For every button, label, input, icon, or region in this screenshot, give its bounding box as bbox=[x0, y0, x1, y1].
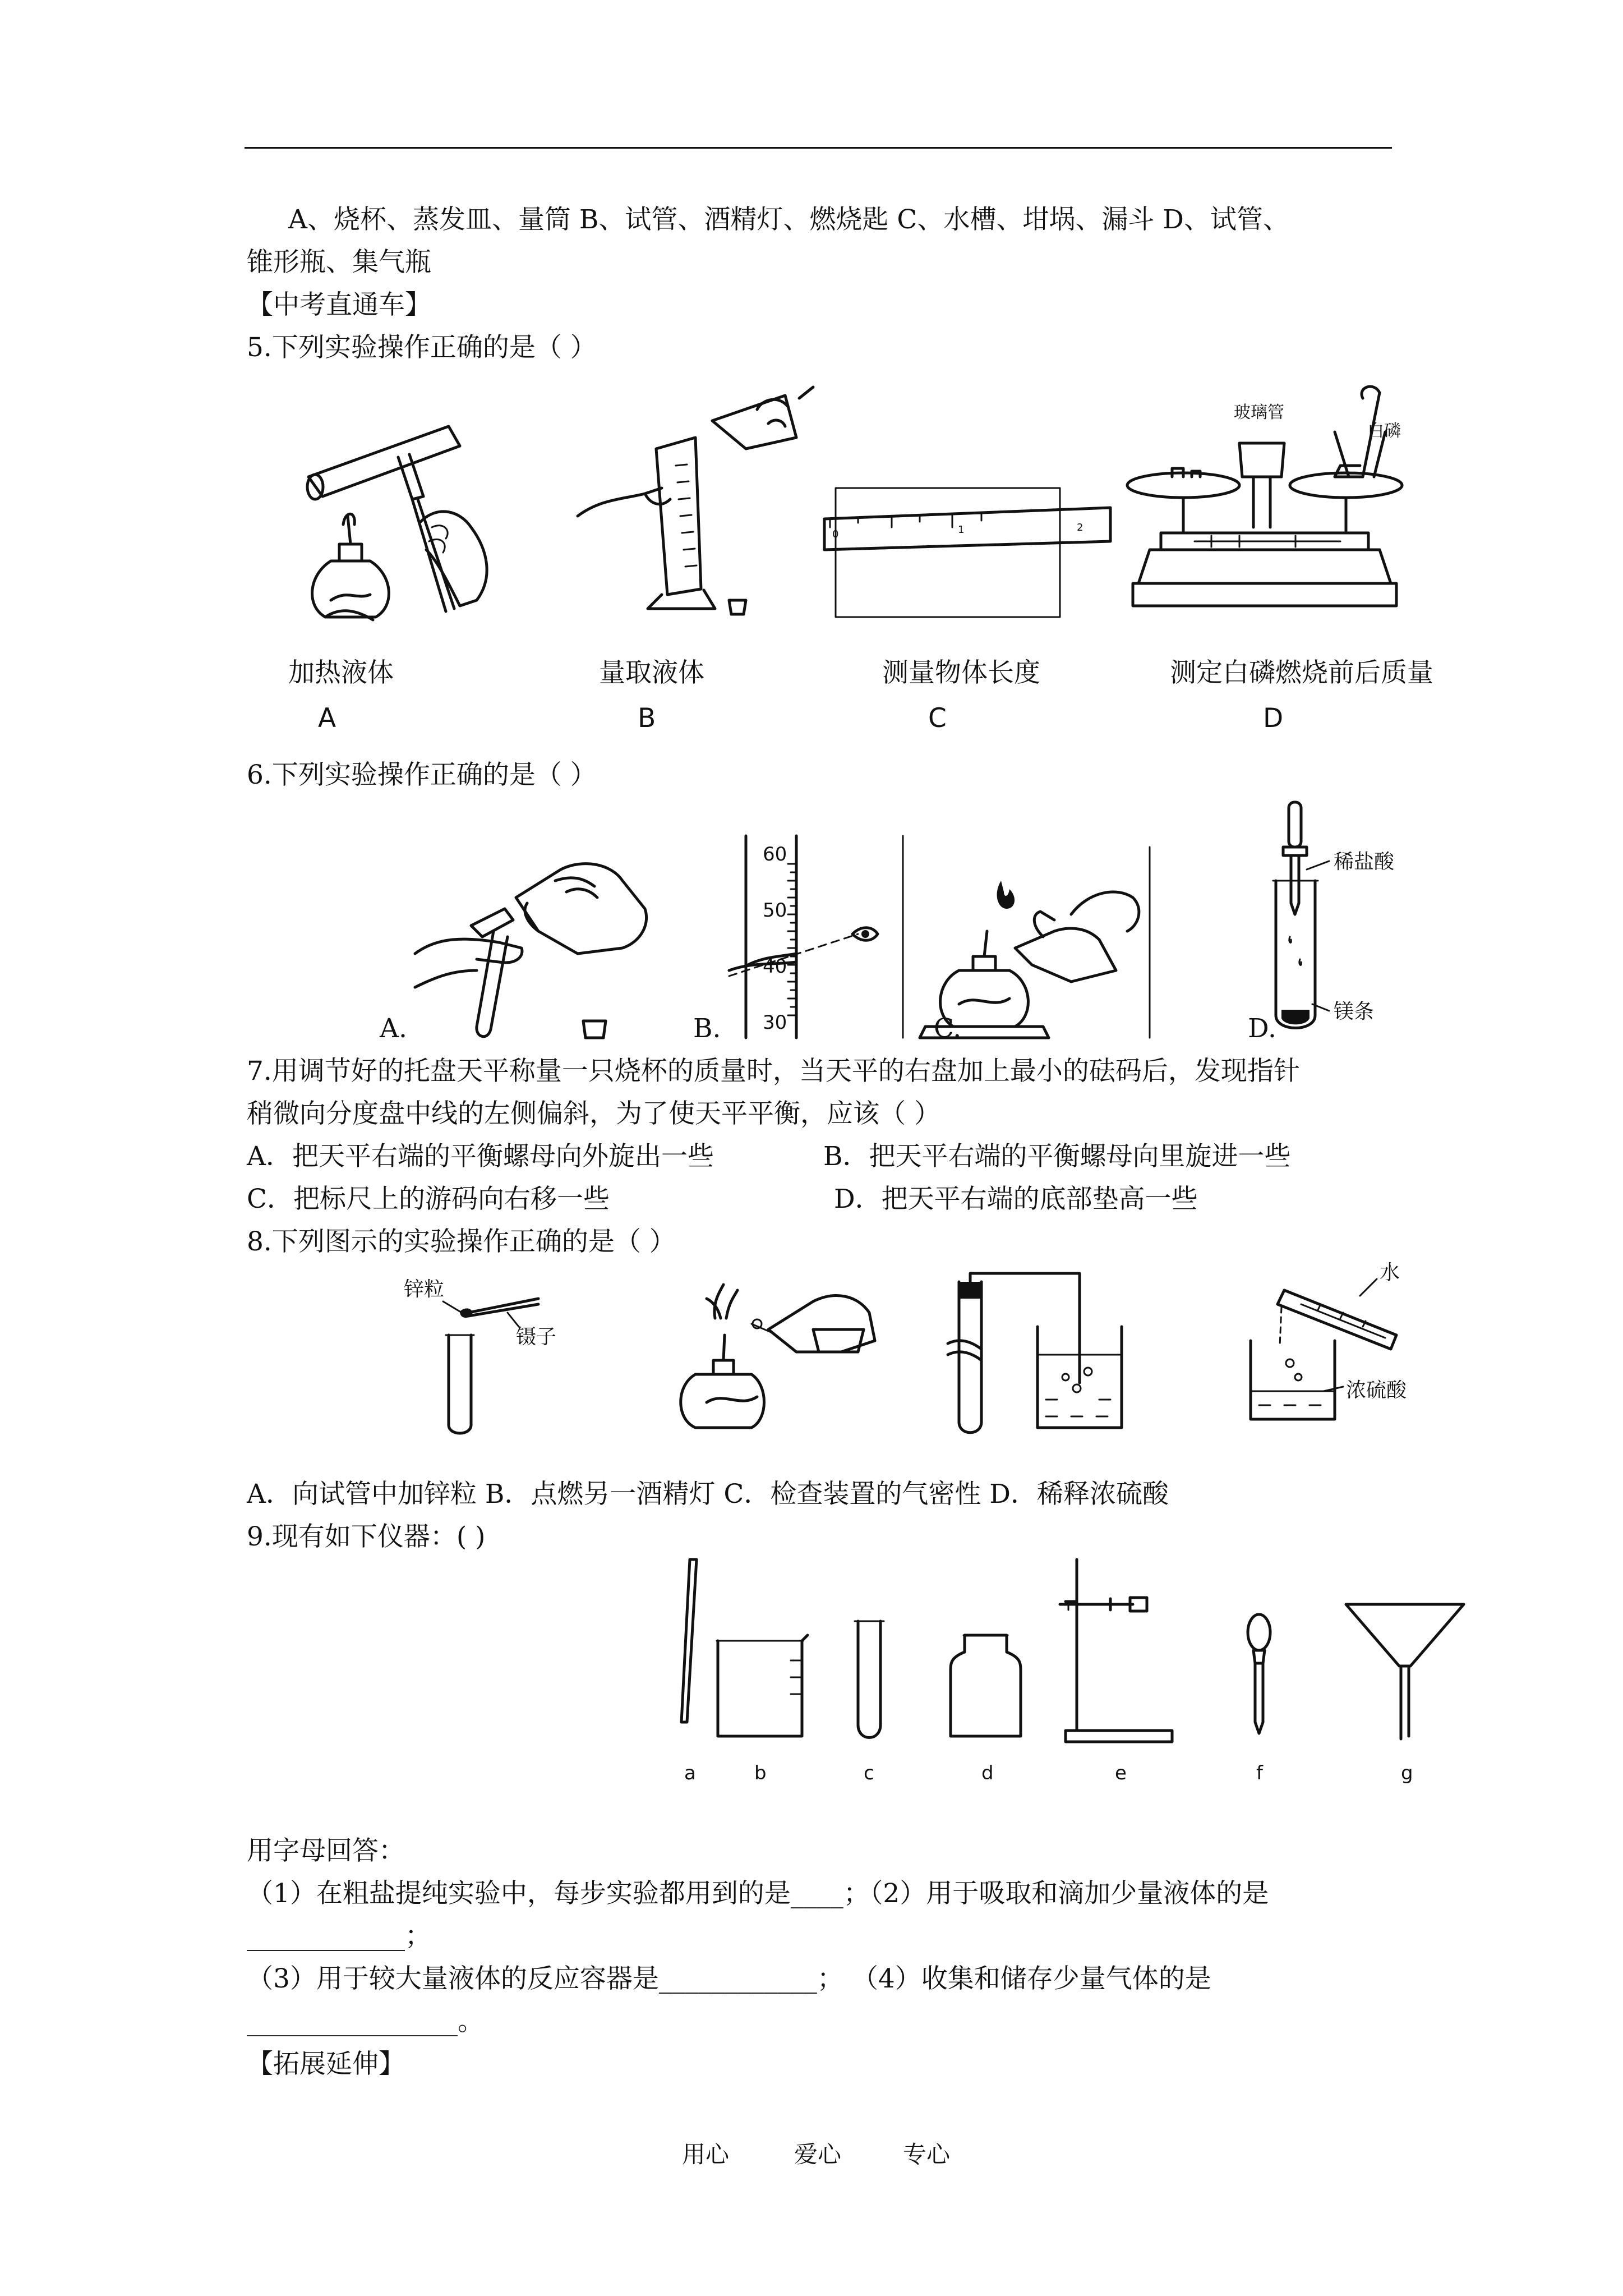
svg-text:1: 1 bbox=[958, 524, 965, 536]
footer-word-1: 用心 bbox=[682, 2141, 730, 2168]
scale-tick-40: 40 bbox=[763, 955, 787, 978]
instrument-letter-g: g bbox=[1401, 1762, 1413, 1784]
label-conc-acid: 浓硫酸 bbox=[1346, 1379, 1407, 1402]
q9-stem: 9.现有如下仪器：( ) bbox=[247, 1521, 486, 1552]
label-water: 水 bbox=[1380, 1261, 1400, 1284]
q8-figure-dilute-acid bbox=[1228, 1257, 1430, 1436]
instrument-f-dropper bbox=[1248, 1614, 1270, 1733]
q5-figure-balance bbox=[1127, 365, 1419, 628]
q5-letter-d: D bbox=[1263, 703, 1284, 734]
q5-letter-b: B bbox=[638, 703, 656, 734]
section-heading-tuozhan: 【拓展延伸】 bbox=[247, 2049, 405, 2079]
q4-options-line2: 锥形瓶、集气瓶 bbox=[247, 247, 431, 278]
label-zinc: 锌粒 bbox=[404, 1278, 445, 1301]
section-heading-zhongkao: 【中考直通车】 bbox=[247, 289, 431, 320]
instrument-b-beaker bbox=[717, 1635, 808, 1736]
instrument-letter-f: f bbox=[1256, 1762, 1263, 1784]
instrument-letter-d: d bbox=[981, 1762, 994, 1784]
q6-letter-b: B. bbox=[693, 1013, 721, 1044]
q6-figure-pouring bbox=[415, 858, 662, 1043]
q5-stem: 5.下列实验操作正确的是（ ） bbox=[247, 332, 597, 363]
q7-option-d: D．把天平右端的底部垫高一些 bbox=[834, 1184, 1198, 1214]
label-dilute-hcl: 稀盐酸 bbox=[1334, 850, 1395, 873]
label-glass-tube: 玻璃管 bbox=[1234, 403, 1284, 422]
instrument-e-iron-stand bbox=[1060, 1559, 1172, 1742]
instrument-g-funnel bbox=[1346, 1604, 1464, 1739]
q5-letter-a: A bbox=[318, 703, 336, 734]
label-tweezers: 镊子 bbox=[516, 1326, 557, 1349]
footer-word-2: 爱心 bbox=[794, 2141, 842, 2168]
q7-option-c: C．把标尺上的游码向右移一些 bbox=[247, 1184, 610, 1214]
q8-options: A．向试管中加锌粒 B．点燃另一酒精灯 C．检查装置的气密性 D．稀释浓硫酸 bbox=[247, 1479, 1169, 1510]
q9-instrument-row bbox=[617, 1554, 1492, 1789]
q9-answer-line3: （3）用于较大量液体的反应容器是____________； （4）收集和储存少量气体的是 bbox=[247, 1963, 1211, 1994]
q8-stem: 8.下列图示的实验操作正确的是（ ） bbox=[247, 1226, 676, 1257]
svg-text:0: 0 bbox=[832, 528, 839, 540]
q5-figure-ruler bbox=[824, 488, 1116, 623]
q9-answer-line4: ________________。 bbox=[247, 2006, 484, 2037]
q8-figure-add-zinc bbox=[404, 1268, 583, 1442]
q9-answer-line1: （1）在粗盐提纯实验中，每步实验都用到的是____；（2）用于吸取和滴加少量液体的是 bbox=[247, 1878, 1269, 1909]
q6-figure-dropper-tube bbox=[1256, 802, 1447, 1038]
q5-caption-c: 测量物体长度 bbox=[882, 657, 1040, 688]
q5-figure-heating-liquid bbox=[292, 415, 527, 628]
q6-figure-cylinder-reading bbox=[729, 836, 909, 1038]
q8-figure-lamp-to-lamp bbox=[673, 1268, 886, 1436]
label-mg-strip: 镁条 bbox=[1334, 1000, 1375, 1023]
footer-word-3: 专心 bbox=[903, 2141, 951, 2168]
header-rule bbox=[245, 147, 1392, 149]
q6-letter-a: A. bbox=[380, 1013, 407, 1044]
q6-letter-d: D. bbox=[1248, 1013, 1276, 1044]
q7-stem-line1: 7.用调节好的托盘天平称量一只烧杯的质量时，当天平的右盘加上最小的砝码后，发现指针 bbox=[247, 1056, 1300, 1087]
scale-tick-60: 60 bbox=[763, 843, 787, 866]
scale-tick-30: 30 bbox=[763, 1011, 787, 1034]
instrument-letter-e: e bbox=[1115, 1762, 1127, 1784]
q7-stem-line2: 稍微向分度盘中线的左侧偏斜，为了使天平平衡，应该（ ） bbox=[247, 1098, 940, 1129]
label-white-phosphorus: 白磷 bbox=[1367, 421, 1401, 441]
q5-caption-a: 加热液体 bbox=[288, 657, 394, 688]
q7-option-b: B．把天平右端的平衡螺母向里旋进一些 bbox=[823, 1141, 1291, 1172]
svg-text:2: 2 bbox=[1077, 522, 1083, 533]
q7-option-a: A．把天平右端的平衡螺母向外旋出一些 bbox=[247, 1141, 714, 1172]
instrument-c-test-tube bbox=[855, 1621, 884, 1738]
q4-options-line1: A、烧杯、蒸发皿、量筒 B、试管、酒精灯、燃烧匙 C、水槽、坩埚、漏斗 D、试管、 bbox=[288, 204, 1289, 235]
q9-answer-line2: ____________； bbox=[247, 1921, 431, 1952]
q6-letter-c: C. bbox=[934, 1013, 962, 1044]
scale-tick-50: 50 bbox=[763, 899, 787, 922]
q9-answer-intro: 用字母回答： bbox=[247, 1835, 405, 1866]
q5-caption-d: 测定白磷燃烧前后质量 bbox=[1170, 657, 1433, 688]
q8-figure-airtight-check bbox=[948, 1271, 1138, 1439]
q5-caption-b: 量取液体 bbox=[599, 657, 704, 688]
instrument-letter-a: a bbox=[684, 1762, 696, 1784]
instrument-a-glass-rod bbox=[681, 1559, 697, 1722]
instrument-d-gas-bottle bbox=[951, 1635, 1021, 1736]
instrument-letter-c: c bbox=[864, 1762, 874, 1784]
q6-stem: 6.下列实验操作正确的是（ ） bbox=[247, 760, 597, 790]
q5-figure-measuring-liquid bbox=[578, 387, 819, 628]
q5-letter-c: C bbox=[928, 703, 947, 734]
instrument-letter-b: b bbox=[754, 1762, 767, 1784]
